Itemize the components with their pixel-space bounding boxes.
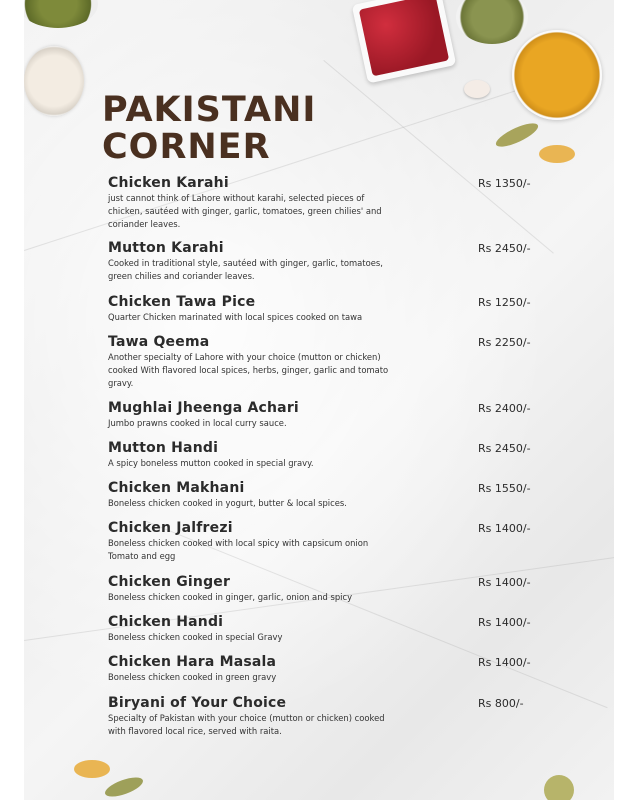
- bottom-leaf-decoration: [103, 774, 145, 800]
- menu-item: [108, 654, 548, 695]
- item-description: just cannot think of Lahore without karahi, selected pieces of chicken, sautéed with ginger, garlic, tomatoes, green chilies' and coriander leaves.: [108, 193, 382, 229]
- item-price: Rs 2450/-: [478, 442, 531, 455]
- item-description: Jumbo prawns cooked in local curry sauce.: [108, 418, 287, 428]
- item-price: Rs 2250/-: [478, 336, 531, 349]
- item-description: Specialty of Pakistan with your choice (mutton or chicken) cooked with flavored local rice, served with raita.: [108, 713, 385, 736]
- item-description: Boneless chicken cooked in yogurt, butter & local spices.: [108, 498, 347, 508]
- item-price: Rs 1550/-: [478, 482, 531, 495]
- item-name: Chicken Hara Masala: [108, 654, 277, 670]
- item-name: Chicken Handi: [108, 614, 224, 630]
- menu-item: [108, 480, 548, 520]
- item-name: Chicken Karahi: [108, 175, 229, 191]
- menu-item: [108, 440, 548, 480]
- item-price: Rs 1400/-: [478, 576, 531, 589]
- item-price: Rs 2450/-: [478, 242, 531, 255]
- menu-item: [108, 175, 548, 240]
- title-line-2: CORNER: [102, 127, 271, 167]
- item-name: Chicken Makhani: [108, 480, 245, 496]
- item-description: Quarter Chicken marinated with local spices cooked on tawa: [108, 312, 363, 322]
- salt-bowl-decoration: [24, 46, 84, 116]
- menu-page: [24, 0, 614, 800]
- item-name: Mughlai Jheenga Achari: [108, 400, 299, 416]
- item-price: Rs 1400/-: [478, 522, 531, 535]
- dried-herbs-bowl-decoration: [456, 0, 528, 44]
- item-description: Boneless chicken cooked in ginger, garlic, onion and spicy: [108, 592, 353, 602]
- turmeric-bowl-decoration: [512, 30, 602, 120]
- garlic-decoration: [464, 80, 490, 98]
- green-herbs-bowl-decoration: [24, 0, 98, 28]
- red-peppercorn-dish-decoration: [352, 0, 457, 83]
- menu-item: [108, 294, 548, 334]
- menu-item: [108, 240, 548, 294]
- item-name: Mutton Handi: [108, 440, 219, 456]
- bottom-right-leaf-decoration: [544, 775, 574, 800]
- menu-list: [108, 175, 548, 740]
- item-price: Rs 1250/-: [478, 296, 531, 309]
- item-name: Mutton Karahi: [108, 240, 224, 256]
- menu-title: [102, 92, 316, 166]
- menu-item: [108, 520, 548, 574]
- menu-item: [108, 574, 548, 614]
- item-description: Cooked in traditional style, sautéed with ginger, garlic, tomatoes, green chilies and coriander leaves.: [108, 258, 383, 281]
- item-name: Chicken Ginger: [108, 574, 231, 590]
- item-name: Tawa Qeema: [108, 334, 210, 350]
- title-line-1: PAKISTANI: [102, 90, 317, 130]
- item-price: Rs 800/-: [478, 697, 524, 710]
- item-name: Chicken Jalfrezi: [108, 520, 233, 536]
- menu-item: [108, 334, 548, 400]
- item-description: Boneless chicken cooked in special Gravy: [108, 632, 283, 642]
- item-price: Rs 1400/-: [478, 616, 531, 629]
- bay-leaf-decoration: [493, 119, 541, 151]
- menu-item: [108, 614, 548, 654]
- item-description: Boneless chicken cooked in green gravy: [108, 672, 277, 682]
- bottom-spice-decoration: [74, 760, 110, 778]
- menu-item: [108, 695, 548, 740]
- item-price: Rs 1400/-: [478, 656, 531, 669]
- item-name: Chicken Tawa Pice: [108, 294, 256, 310]
- item-description: Boneless chicken cooked with local spicy with capsicum onion Tomato and egg: [108, 538, 369, 561]
- item-name: Biryani of Your Choice: [108, 695, 287, 711]
- turmeric-spill-decoration: [539, 145, 575, 163]
- item-description: A spicy boneless mutton cooked in special gravy.: [108, 458, 314, 468]
- menu-item: [108, 400, 548, 440]
- item-description: Another specialty of Lahore with your choice (mutton or chicken) cooked With flavored local spices, herbs, ginger, garlic and tomato gravy.: [108, 352, 389, 388]
- item-price: Rs 1350/-: [478, 177, 531, 190]
- item-price: Rs 2400/-: [478, 402, 531, 415]
